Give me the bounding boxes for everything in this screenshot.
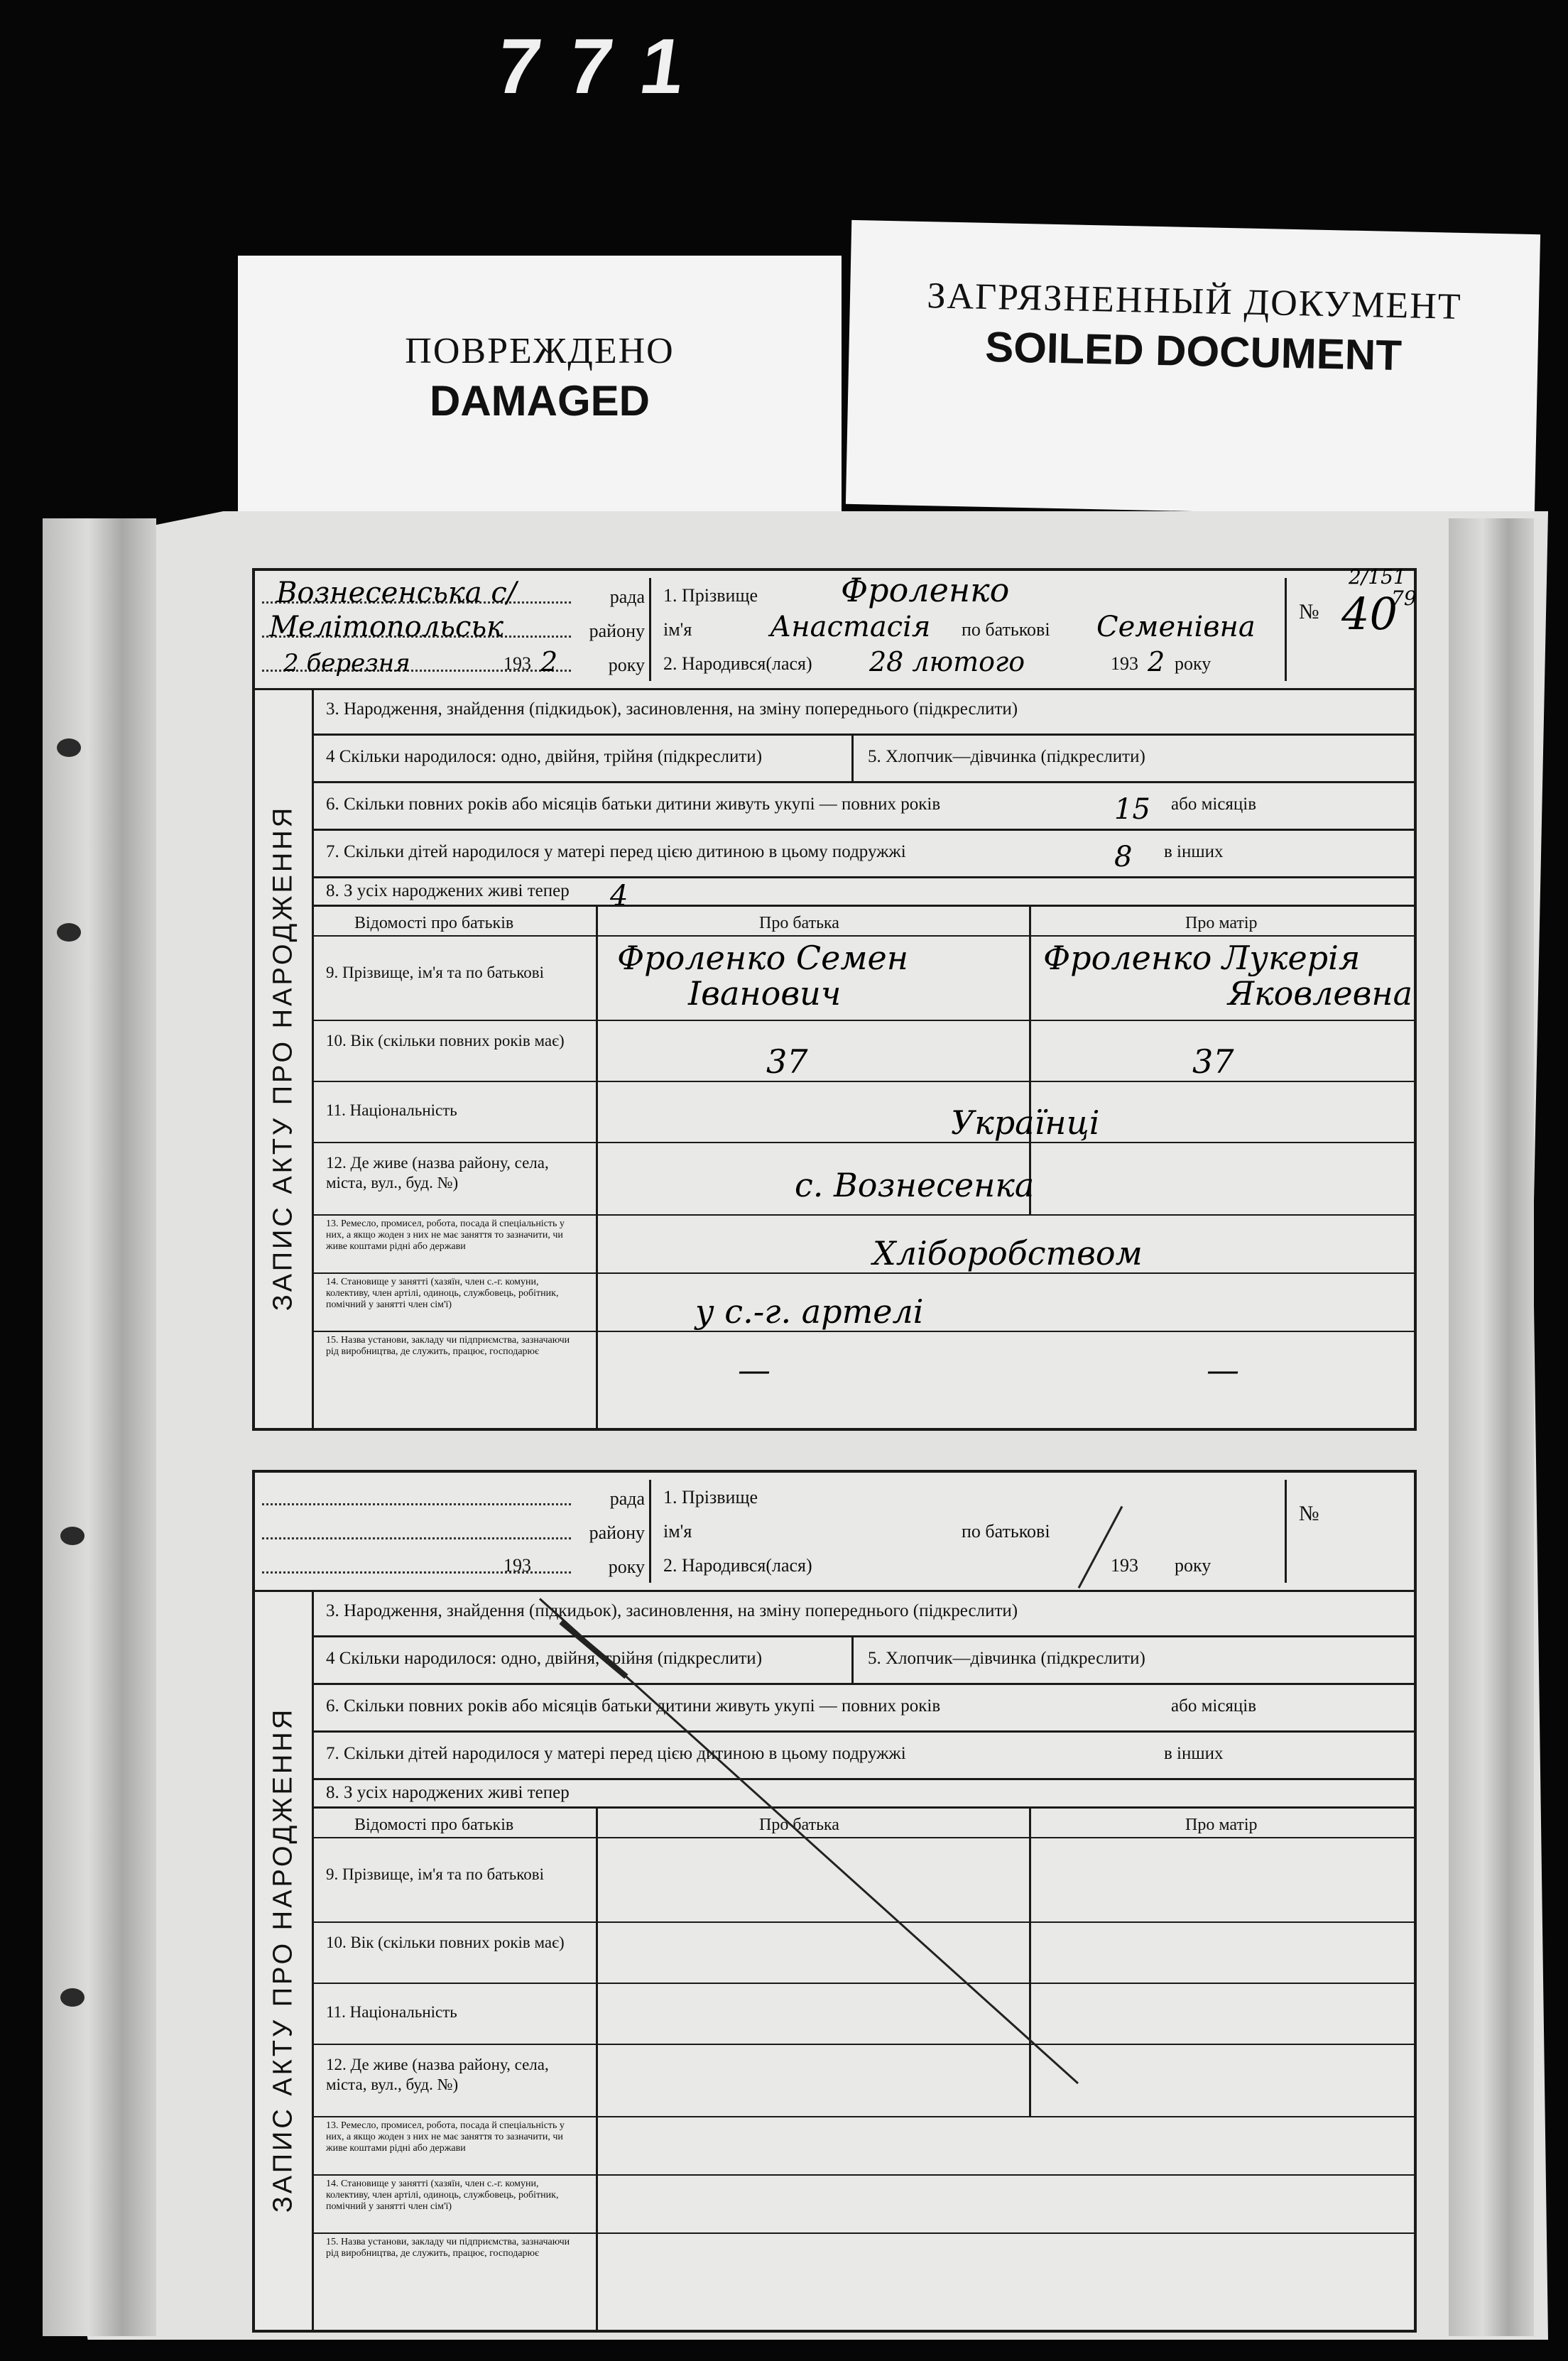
corner-note-2: 79 [1391,587,1417,610]
birth-record-form-filled [252,565,1417,1431]
alive-now-value: 4 [610,880,628,912]
corner-note: 2/151 [1349,565,1406,589]
father-age-value: 37 [766,1042,808,1081]
registration-date-value: 2 березня [283,649,410,677]
soiled-document-label [846,220,1540,518]
q12-row: 12. Де живе (назва району, села, міста, вул., буд. №) с. Вознесенка [312,1143,1414,1216]
occupation-value: Хліборобством [873,1234,1143,1272]
residence-value: с. Вознесенка [795,1166,1035,1204]
binding-hole [60,1527,85,1545]
soiled-label-en: SOILED DOCUMENT [984,322,1403,380]
village-council-value: Вознесенська с/ [276,577,517,609]
q10-row: 10. Вік (скільки повних років має) 37 37 [312,1021,1414,1082]
patronymic-label: по батькові [962,619,1050,640]
registration-year-digit: 2 [540,646,558,677]
institution-mother-value: — [1207,1351,1239,1389]
q8-row: 8. З усіх народжених живі тепер 4 [326,880,628,912]
q6-row: 6. Скільки повних років або місяців батьки дитини живуть укупі — повних років 15 або місяців [312,783,1414,831]
surname-label: 1. Прізвище [663,585,758,606]
district-value: Мелітопольськ [269,611,504,643]
institution-father-value: — [738,1351,771,1389]
surname-value: Фроленко [841,571,1010,609]
registration-place [262,578,651,681]
binding-hole [57,923,81,942]
roku-label: року [608,655,645,675]
child-identity [656,571,1287,681]
q9-row: 9. Прізвище, ім'я та по батькові Фроленко Семен Іванович Фроленко Лукерія Яковлевна [312,934,1414,1021]
birth-record-form-blank: рада району 193 року 1. Прізвище ім'я по батькові 2. Народився(лася) 193 року № ЗАПИС АКТУ ПРО НАРОДЖЕННЯ 3. Народження, знайдення (підкидьок), засиновлення, на зміну попереднього (підкреслити) 4 Скільки народилося: одно, двійня, трійня (підкреслити) 5. Хлопчик—дівчинка (підкреслити) 6. Скільки повних років або місяців батьки дитини живуть укупі — повних років або місяців 7. Скільки дітей народилося у матері перед цією дитиною в цьому подружжі в інших 8. З усіх народжених живі тепер Відомості про батьків Про батька Про матір 9. Прізвище, ім'я та по батькові 10. Вік (скільки повних років має) 11. Національність 12. Де живе (назва району, села, міста, вул., буд. №) 13. Ремесло, промисел, робота, посада й спеціальність у них, а якщо жоден з них не має заняття то зазначити, чи живе коштами рідні або держави 14. Становище у занятті (хазяїн, член с.-г. комуни, колективу, член артілі, одиноць, службовець, робітник, помічний у занятті член сім'ї) 15. Назва установи, закладу чи підприємства, зазначаючи рід виробництва, де служить, працює, господарює [252,1470,1417,2333]
paper-left-edge [43,518,156,2336]
birth-roku-label: року [1175,653,1212,674]
q14-row: 14. Становище у занятті (хазяїн, член с.-г. комуни, колективу, член артілі, одиноць, службовець, робітник, помічний у занятті член сім'ї) у с.-г. артелі [312,1274,1414,1332]
mother-name-line2: Яковлевна [1228,974,1413,1013]
birth-date-value: 28 лютого [869,646,1025,677]
year-prefix: 193 [503,653,531,674]
archive-number: 771 [491,23,719,110]
mother-age-value: 37 [1192,1042,1234,1081]
binding-hole [60,1988,85,2007]
prior-children-value: 8 [1114,841,1133,873]
born-label: 2. Народився(лася) [663,653,812,674]
q7-row: 7. Скільки дітей народилося у матері перед цією дитиною в цьому подружжі 8 в інших [312,831,1414,878]
record-number [1292,565,1417,681]
parents-table: Відомості про батьків Про батька Про матір 9. Прізвище, ім'я та по батькові Фроленко Семен Іванович Фроленко Лукерія Яковлевна 10. Вік (скільки повних років має) 37 37 11. Національність Українці 12. Де живе (назва району, села, міста, вул., буд. №) с. Вознесенка 13. Ремесло, промисел, робота, посада й спеціальність у них, а якщо жоден з них не має заняття то зазначити, чи живе коштами рідні або держави Хліборобством 14. Становище у занятті (хазяїн, член с.-г. комуни, колективу, член артілі, одиноць, службовець, робітник, помічний у занятті член сім'ї) у с.-г. артелі 15. Назва установи, закладу чи підприємства, зазначаючи рід виробництва, де служить, працює, господарює — — [312,905,1414,1428]
q15-row: 15. Назва установи, закладу чи підприємства, зазначаючи рід виробництва, де служить, працює, господарює — — [326,1335,1239,1389]
paper-right-edge [1449,518,1534,2336]
q13-row: 13. Ремесло, промисел, робота, посада й спеціальність у них, а якщо жоден з них не має заняття то зазначити, чи живе коштами рідні або держави Хліборобством [312,1216,1414,1274]
mother-name-line1: Фроленко Лукерія [1043,939,1361,977]
number-sign: № [1299,600,1319,623]
side-title: ЗАПИС АКТУ ПРО НАРОДЖЕННЯ [255,688,314,1428]
birth-year-prefix: 193 [1111,653,1138,674]
soiled-label-ru: ЗАГРЯЗНЕННЫЙ ДОКУМЕНТ [926,276,1463,327]
form-header-blank: рада району 193 року 1. Прізвище ім'я по батькові 2. Народився(лася) 193 року № [255,1473,1414,1592]
father-name-line1: Фроленко Семен [617,939,909,977]
damaged-label [238,256,842,511]
birth-year-digit: 2 [1148,646,1165,677]
side-title-blank: ЗАПИС АКТУ ПРО НАРОДЖЕННЯ [255,1590,314,2330]
q11-row: 11. Національність Українці [312,1082,1414,1143]
patronymic-value: Семенівна [1096,611,1256,643]
rayonu-label: району [589,621,645,641]
record-number-value: 40 [1341,588,1398,640]
q3-row: 3. Народження, знайдення (підкидьок), засиновлення, на зміну попереднього (підкреслити) [312,688,1414,736]
father-name-line2: Іванович [688,974,842,1013]
q4-q5-row: 4 Скільки народилося: одно, двійня, трійня (підкреслити) 5. Хлопчик—дівчинка (підкреслити) [312,736,1414,783]
damaged-label-en: DAMAGED [430,377,650,425]
nationality-value: Українці [951,1103,1100,1142]
rada-label: рада [609,587,645,607]
first-name-value: Анастасія [770,611,931,643]
position-value: у с.-г. артелі [695,1292,924,1331]
first-name-label: ім'я [663,619,692,640]
binding-hole [57,738,81,757]
damaged-label-ru: ПОВРЕЖДЕНО [405,331,675,371]
form-header [255,565,1417,690]
years-together-value: 15 [1114,793,1150,826]
